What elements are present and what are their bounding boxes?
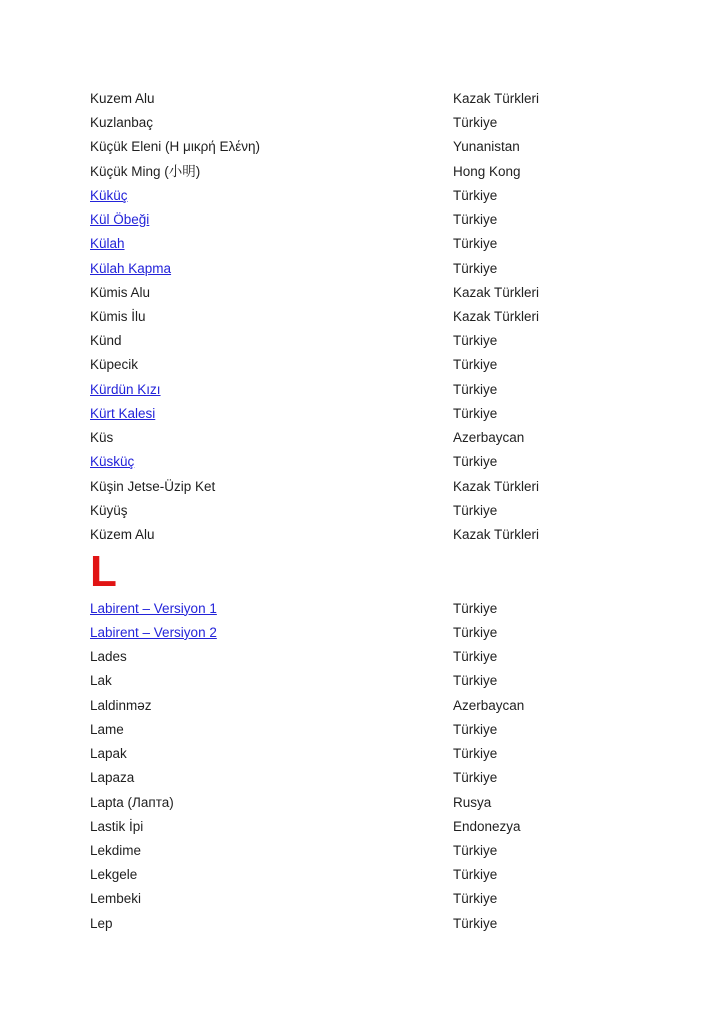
game-list-k-continuation xyxy=(90,87,724,547)
game-name-link[interactable]: Labirent – Versiyon 1 xyxy=(90,600,217,616)
game-name-text: Küçük Eleni (Η μικρή Ελένη) xyxy=(90,139,261,155)
game-country-text: Türkiye xyxy=(453,649,498,665)
game-name-text: Lekdime xyxy=(90,842,142,858)
game-country-text: Kazak Türkleri xyxy=(453,91,540,106)
game-country-text: Türkiye xyxy=(453,867,498,883)
list-item xyxy=(90,887,724,911)
game-name-link[interactable]: Kürdün Kızı xyxy=(90,381,161,397)
game-name-link[interactable]: Külah Kapma xyxy=(90,260,172,276)
section-heading-L: L xyxy=(90,546,117,596)
game-country-text: Kazak Türkleri xyxy=(453,526,540,542)
game-country-text: Türkiye xyxy=(453,260,498,276)
game-name-text: Laldinməz xyxy=(90,697,152,713)
game-country-text: Türkiye xyxy=(453,624,498,640)
game-country-text: Kazak Türkleri xyxy=(453,308,540,324)
game-name-text: Lades xyxy=(90,649,127,665)
list-item xyxy=(90,863,724,887)
list-item xyxy=(90,450,724,474)
game-country-text: Türkiye xyxy=(453,381,498,397)
list-item xyxy=(90,475,724,499)
game-name-text: Kuzlanbaç xyxy=(90,115,154,131)
list-item xyxy=(90,766,724,790)
game-name-text: Kuzem Alu xyxy=(90,91,155,106)
game-name-text: Lekgele xyxy=(90,867,138,883)
game-country-text: Türkiye xyxy=(453,357,498,373)
list-item xyxy=(90,669,724,693)
list-item xyxy=(90,232,724,256)
game-name-text: Lembeki xyxy=(90,891,142,907)
game-name-text: Lastik İpi xyxy=(90,818,144,834)
game-country-text: Türkiye xyxy=(453,333,498,349)
list-item xyxy=(90,257,724,281)
game-name-text: Lep xyxy=(90,915,113,931)
list-item xyxy=(90,353,724,377)
game-country-text: Azerbaycan xyxy=(453,697,525,713)
list-item xyxy=(90,135,724,159)
game-country-text: Kazak Türkleri xyxy=(453,284,540,300)
list-item xyxy=(90,621,724,645)
game-name-text: Lapta (Лапта) xyxy=(90,794,174,810)
list-item xyxy=(90,815,724,839)
game-country-text: Türkiye xyxy=(453,600,498,616)
game-country-text: Endonezya xyxy=(453,818,521,834)
game-name-text: Kümis Alu xyxy=(90,284,151,300)
list-item xyxy=(90,597,724,621)
game-name-text: Künd xyxy=(90,333,122,349)
game-country-text: Türkiye xyxy=(453,187,498,203)
list-item xyxy=(90,523,724,547)
game-name-text: Küs xyxy=(90,430,114,446)
game-name-text: Lame xyxy=(90,721,124,737)
game-country-text: Türkiye xyxy=(453,721,498,737)
game-list-l-section xyxy=(90,597,724,936)
game-country-text: Azerbaycan xyxy=(453,430,525,446)
list-item xyxy=(90,912,724,936)
game-name-link[interactable]: Külah xyxy=(90,236,125,252)
list-item xyxy=(90,742,724,766)
game-country-text: Rusya xyxy=(453,794,492,810)
list-item xyxy=(90,791,724,815)
list-item xyxy=(90,378,724,402)
list-item xyxy=(90,645,724,669)
game-country-text: Hong Kong xyxy=(453,163,521,179)
list-item xyxy=(90,718,724,742)
list-item xyxy=(90,402,724,426)
list-item xyxy=(90,208,724,232)
list-item xyxy=(90,839,724,863)
game-name-text: Lapaza xyxy=(90,770,135,786)
list-item xyxy=(90,160,724,184)
game-country-text: Türkiye xyxy=(453,915,498,931)
game-country-text: Türkiye xyxy=(453,454,498,470)
list-item xyxy=(90,87,724,111)
game-name-link[interactable]: Küküç xyxy=(90,187,128,203)
game-name-text: Küyüş xyxy=(90,502,128,518)
game-name-text: Kümis İlu xyxy=(90,308,146,324)
game-name-text: Lak xyxy=(90,673,112,689)
list-item xyxy=(90,184,724,208)
game-name-link[interactable]: Kürt Kalesi xyxy=(90,405,156,421)
game-country-text: Türkiye xyxy=(453,405,498,421)
game-country-text: Türkiye xyxy=(453,746,498,762)
list-item xyxy=(90,305,724,329)
list-item xyxy=(90,329,724,353)
game-name-link[interactable]: Labirent – Versiyon 2 xyxy=(90,624,217,640)
game-name-text: Lapak xyxy=(90,746,127,762)
game-name-link[interactable]: Kül Öbeği xyxy=(90,212,150,228)
game-country-text: Yunanistan xyxy=(453,139,520,155)
document-page xyxy=(90,87,724,936)
game-country-text: Türkiye xyxy=(453,770,498,786)
game-name-link[interactable]: Küsküç xyxy=(90,454,135,470)
game-country-text: Türkiye xyxy=(453,236,498,252)
list-item xyxy=(90,281,724,305)
game-name-text: Küzem Alu xyxy=(90,526,155,542)
game-name-text: Küçük Ming (小明) xyxy=(90,163,201,179)
list-item xyxy=(90,426,724,450)
game-country-text: Kazak Türkleri xyxy=(453,478,540,494)
game-name-text: Küşin Jetse-Üzip Ket xyxy=(90,478,216,494)
game-country-text: Türkiye xyxy=(453,115,498,131)
game-country-text: Türkiye xyxy=(453,842,498,858)
list-item xyxy=(90,694,724,718)
game-country-text: Türkiye xyxy=(453,673,498,689)
list-item xyxy=(90,111,724,135)
game-country-text: Türkiye xyxy=(453,212,498,228)
game-country-text: Türkiye xyxy=(453,502,498,518)
list-item xyxy=(90,499,724,523)
game-name-text: Küpecik xyxy=(90,357,139,373)
game-country-text: Türkiye xyxy=(453,891,498,907)
